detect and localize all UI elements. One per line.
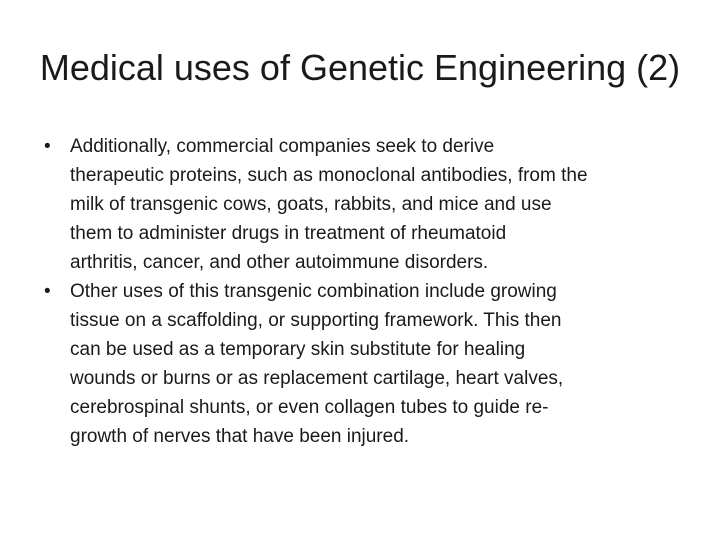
bullet-2-line-5: cerebrospinal shunts, or even collagen tubes to guide re- [70,397,549,418]
bullet-1-line-1: Additionally, commercial companies seek to derive [70,136,495,157]
bullet-item-1 [44,132,684,277]
bullet-1-line-5: arthritis, cancer, and other autoimmune disorders. [70,252,489,273]
bullet-list [44,132,684,451]
bullet-item-2 [44,277,684,451]
bullet-1-line-4: them to administer drugs in treatment of rheumatoid [70,223,507,244]
bullet-2-line-1: Other uses of this transgenic combination include growing [70,281,557,302]
bullet-2-line-3: can be used as a temporary skin substitute for healing [70,339,526,360]
bullet-2-line-2: tissue on a scaffolding, or supporting framework. This then [70,310,562,331]
bullet-2-line-6: growth of nerves that have been injured. [70,426,410,447]
bullet-1-line-2: therapeutic proteins, such as monoclonal antibodies, from the [70,165,588,186]
bullet-2-line-4: wounds or burns or as replacement cartilage, heart valves, [70,368,564,389]
bullet-1-line-3: milk of transgenic cows, goats, rabbits, and mice and use [70,194,552,215]
bullet-marker-icon: • [44,281,51,302]
bullet-marker-icon: • [44,136,51,157]
slide-title: Medical uses of Genetic Engineering (2) [39,47,681,88]
